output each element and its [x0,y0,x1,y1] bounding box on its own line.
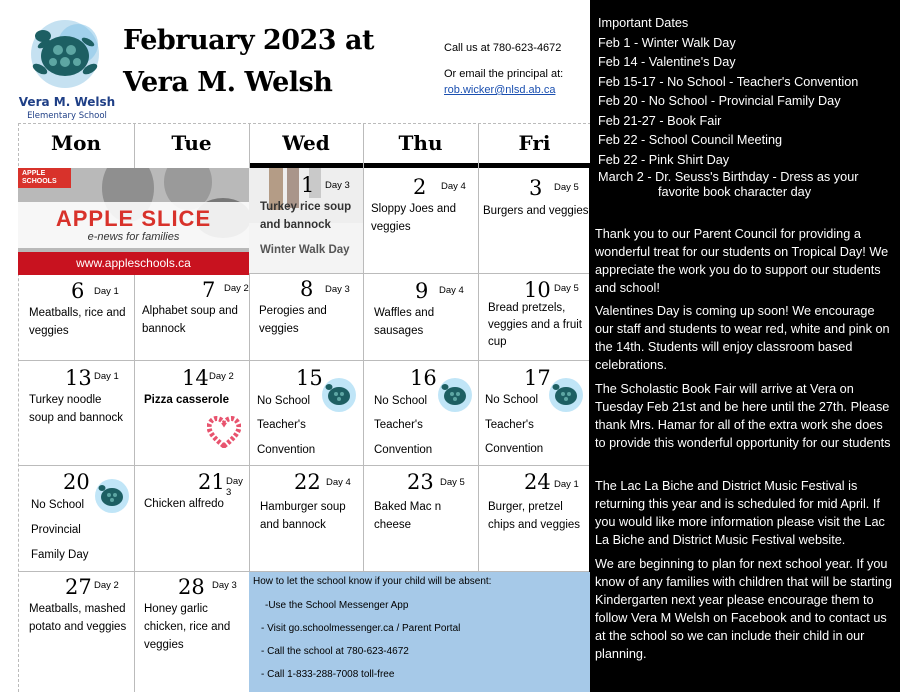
kindergarten-paragraph: We are beginning to plan for next school year. If you know of any families with children that will be starting Kindergarten next year please encourage them to follow Vera M Welsh on Facebook and to contact us at the school so we can include their child in our planning. [595,557,892,661]
school-subtitle: Elementary School [27,111,107,121]
no-school-reason: Teacher's [257,419,306,431]
info-panel [590,0,900,692]
date-item: Feb 1 - Winter Walk Day [598,35,736,50]
no-school-text: No School [257,395,311,407]
date-number: 20 [63,470,90,494]
lunch-menu: Hamburger soup and bannock [260,501,346,531]
day-cell-15 [249,361,363,465]
day-cell-21 [134,466,249,571]
school-logo-name [8,96,126,122]
date-number: 1 [301,173,315,197]
rotation-day: Day 4 [441,181,466,192]
date-number: 28 [178,575,205,599]
day-cell-9 [363,274,478,360]
day-cell-24 [478,466,591,571]
page-title [123,20,423,104]
music-festival-paragraph: The Lac La Biche and District Music Festival is returning this year and is scheduled for mid April. If you would like more information please visit the Lac La Biche and District Music Festival website. [595,479,885,547]
valentines-paragraph: Valentines Day is coming up soon! We encourage our staff and students to wear red, white and pink on the 14th. Students will enjoy classroom based celebrations. [595,304,890,372]
day-cell-23 [363,466,478,571]
no-school-reason: Teacher's [374,419,423,431]
phone-text: Call us at 780-623-4672 [444,42,562,54]
book-fair-paragraph: The Scholastic Book Fair will arrive at Vera on Tuesday Feb 21st and be here until the 27th. Please thank Mrs. Hamar for all of the extra work she does to provide this wonderful opportunity for our students [595,382,891,450]
day-cell-10 [478,274,591,360]
day-cell-3 [478,168,591,273]
rotation-day: Day 2 [224,283,249,294]
day-cell-1 [249,168,363,273]
day-cell-16 [363,361,478,465]
weekday-fri: Fri [518,131,551,155]
day-cell-17 [478,361,591,465]
rotation-day: Day 3 [226,476,243,498]
weekday-tue: Tue [171,131,212,155]
date-item: Feb 22 - Pink Shirt Day [598,152,730,167]
date-number: 8 [300,277,314,301]
rotation-day: Day 5 [554,182,579,193]
date-number: 21 [198,470,225,494]
day-cell-13 [18,361,134,465]
absence-option: - Call 1-833-288-7008 toll-free [261,669,395,680]
lunch-menu: Sloppy Joes and veggies [371,203,457,233]
no-school-text: No School [31,499,85,511]
day-cell-28 [134,572,249,692]
rotation-day: Day 5 [554,283,579,294]
apple-slice-banner[interactable] [18,168,249,275]
date-number: 14 [182,366,209,390]
valentine-heart-icon [207,416,241,448]
no-school-text: No School [485,394,539,406]
lunch-menu: Bread pretzels, veggies and a fruit cup [488,302,582,348]
rotation-day: Day 2 [209,371,234,382]
lunch-menu: Chicken alfredo [144,498,224,510]
date-item: Feb 22 - School Council Meeting [598,133,783,147]
rotation-day: Day 4 [326,477,351,488]
lunch-menu: Perogies and veggies [259,305,327,335]
rotation-day: Day 1 [554,479,579,490]
rotation-day: Day 4 [439,285,464,296]
weekday-wed: Wed [282,131,330,155]
lunch-menu: Burger, pretzel chips and veggies [488,501,581,531]
date-number: 24 [524,470,551,494]
principal-email-link[interactable]: rob.wicker@nlsd.ab.ca [444,84,556,96]
no-school-text: No School [374,395,428,407]
date-item: Feb 21-27 - Book Fair [598,113,722,128]
lunch-menu: Alphabet soup and bannock [142,305,238,335]
date-item: Feb 14 - Valentine's Day [598,55,736,69]
email-prefix: Or email the principal at: [444,68,564,80]
date-number: 6 [71,279,85,303]
lunch-menu: Waffles and sausages [374,307,435,337]
rotation-day: Day 3 [325,180,350,191]
day-cell-20 [18,466,134,571]
no-school-reason-2: Convention [374,444,433,456]
day-cell-7 [134,274,249,360]
rotation-day: Day 1 [94,371,119,382]
school-logo [8,14,126,126]
date-number: 17 [524,366,551,390]
absence-option: - Visit go.schoolmessenger.ca / Parent Portal [261,623,461,634]
lunch-menu: Honey garlic chicken, rice and veggies [144,603,231,651]
title-line-1: February 2023 at [123,25,374,56]
rotation-day: Day 5 [440,477,465,488]
weekday-thu: Thu [398,131,443,155]
date-number: 7 [202,278,216,302]
rotation-day: Day 3 [212,580,237,591]
rotation-day: Day 1 [94,286,119,297]
no-school-reason: Teacher's [485,419,534,431]
event-text: Winter Walk Day [260,244,350,256]
date-number: 9 [415,279,429,303]
day-cell-6 [18,274,134,360]
day-cell-22 [249,466,363,571]
date-number: 3 [529,176,543,200]
no-school-reason-2: Family Day [31,549,89,561]
appleschools-link[interactable]: www.appleschools.ca [18,252,249,275]
lunch-menu: Baked Mac n cheese [374,501,442,531]
turtle-icon [92,476,132,516]
date-item: March 2 - Dr. Seuss's Birthday - Dress as your [598,170,859,184]
rotation-day: Day 2 [94,580,119,591]
date-number: 15 [296,366,323,390]
important-dates [598,14,894,200]
lunch-menu: Turkey noodle soup and bannock [29,394,123,424]
day-cell-2 [363,168,478,273]
turtle-icon [546,375,586,415]
absence-heading: How to let the school know if your child will be absent: [253,576,492,587]
lunch-menu: Meatballs, mashed potato and veggies [29,603,127,633]
grid-line [18,123,591,124]
date-number: 23 [407,470,434,494]
date-number: 16 [410,366,437,390]
day-cell-8 [249,274,363,360]
no-school-reason-2: Convention [485,443,544,455]
apple-slice-title: APPLE SLICE [55,206,212,231]
calendar-grid [18,123,591,692]
weekday-mon: Mon [50,131,102,155]
lunch-menu: Burgers and veggies [483,205,589,217]
school-name: Vera M. Welsh [18,95,116,109]
absence-info-box [249,572,591,692]
date-number: 13 [65,366,92,390]
lunch-menu: Pizza casserole [144,394,230,406]
no-school-reason: Provincial [31,524,81,536]
apple-schools-brand: APPLE SCHOOLS [18,168,71,188]
date-item-continued: favorite book character day [658,185,812,199]
title-line-2: Vera M. Welsh [123,67,333,98]
rotation-day: Day 3 [325,284,350,295]
apple-slice-subtitle: e-news for families [87,231,180,243]
important-dates-heading: Important Dates [598,16,689,30]
date-item: Feb 20 - No School - Provincial Family Day [598,94,841,108]
date-number: 10 [524,278,551,302]
day-cell-27 [18,572,134,692]
lunch-menu: Meatballs, rice and veggies [29,307,126,337]
parent-council-paragraph: Thank you to our Parent Council for providing a wonderful treat for our students on Tropical Day! We appreciate the work you do to support our students and school! [595,227,889,295]
lunch-menu: Turkey rice soup and bannock [260,201,352,231]
turtle-icon [435,375,475,415]
no-school-reason-2: Convention [257,444,316,456]
absence-option: -Use the School Messenger App [265,600,409,611]
day-cell-14 [134,361,249,465]
date-number: 27 [65,575,92,599]
absence-option: - Call the school at 780-623-4672 [261,646,409,657]
date-item: Feb 15-17 - No School - Teacher's Convention [598,74,859,89]
turtle-logo-icon [8,14,126,96]
contact-info [444,40,589,98]
date-number: 2 [413,175,427,199]
turtle-icon [319,375,359,415]
date-number: 22 [294,470,321,494]
